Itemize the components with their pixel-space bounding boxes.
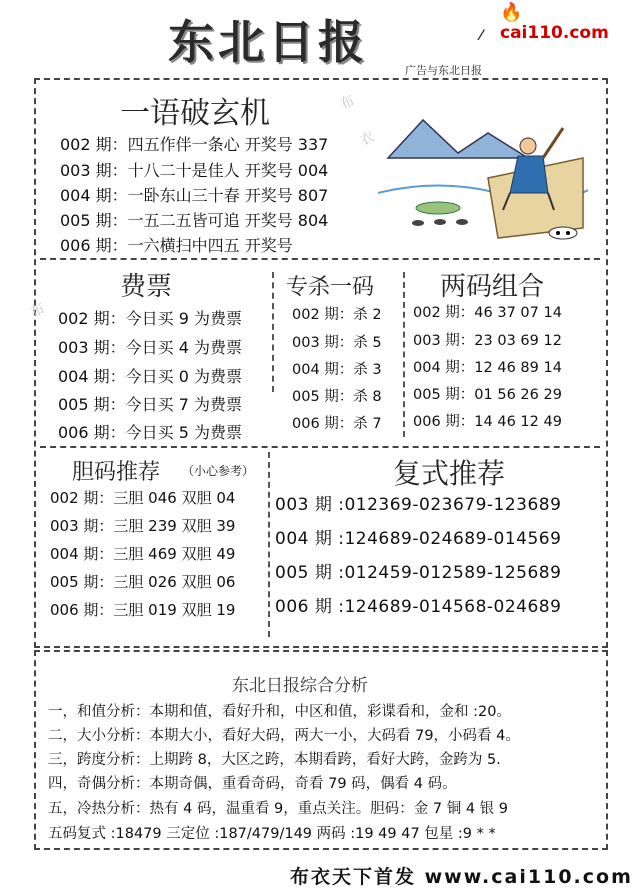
liangma-title: 两码组合 (440, 272, 545, 302)
yiyu-row: 006 期：一六横扫中四五 开奖号 (60, 236, 293, 255)
fushi-row: 003 期 :012369-023679-123689 (275, 495, 562, 515)
flame-icon: 🔥 (500, 2, 523, 23)
figure-head (520, 138, 536, 154)
feipiao-row: 003 期：今日买 4 为费票 (58, 338, 242, 357)
figure-staff (543, 128, 563, 158)
analysis-title: 东北日报综合分析 (232, 676, 368, 696)
brand-text: cai110.com (500, 23, 609, 43)
yiyu-row: 004 期：一卧东山三十春 开奖号 807 (60, 186, 329, 205)
fushi-row: 004 期 :124689-024689-014569 (275, 529, 562, 549)
danma-note: （小心参考） (182, 464, 255, 478)
feipiao-row: 006 期：今日买 5 为费票 (58, 423, 242, 442)
yiyu-title: 一语破玄机 (120, 96, 270, 131)
scholar-illustration (378, 98, 588, 248)
liangma-row: 002 期：46 37 07 14 (413, 305, 562, 321)
zhuansha-row: 006 期：杀 7 (292, 416, 382, 432)
brand-logo[interactable] (500, 2, 635, 43)
zhuansha-title: 专杀一码 (286, 275, 375, 300)
stone-shape (456, 219, 468, 225)
fushi-row: 006 期 :124689-014568-024689 (275, 597, 562, 617)
liangma-row: 004 期：12 46 89 14 (413, 360, 562, 376)
liangma-row: 006 期：14 46 12 49 (413, 414, 562, 430)
feipiao-title: 费票 (120, 272, 173, 302)
danma-row: 004 期：三胆 469 双胆 49 (50, 545, 236, 563)
column-divider (268, 452, 270, 637)
zhuansha-row: 003 期：杀 5 (292, 335, 382, 351)
section-divider (40, 258, 600, 260)
feipiao-row: 002 期：今日买 9 为费票 (58, 309, 242, 328)
analysis-row: 三，跨度分析：上期跨 8，大区之跨，本期看跨，看好大跨，金跨为 5. (48, 752, 501, 768)
danma-row: 003 期：三胆 239 双胆 39 (50, 517, 236, 535)
yiyu-row: 005 期：一五二五皆可追 开奖号 804 (60, 211, 329, 230)
danma-row: 005 期：三胆 026 双胆 06 (50, 573, 236, 591)
tiny-seal (549, 227, 577, 239)
liangma-row: 005 期：01 56 26 29 (413, 387, 562, 403)
section-divider (40, 446, 600, 448)
masthead-mark: ⁄ (480, 28, 483, 44)
liangma-row: 003 期：23 03 69 12 (413, 333, 562, 349)
analysis-row: 五，冷热分析：热有 4 码，温重看 9，重点关注。胆码：金 7 铜 4 银 9 (48, 801, 508, 817)
analysis-row: 二，大小分析：本期大小，看好大码，两大一小，大码看 79，小码看 4。 (48, 728, 520, 744)
island-shape (416, 202, 460, 214)
footer-text: 布衣天下首发 www.cai110.com (290, 866, 633, 888)
watermark-mark: 布 (337, 92, 358, 114)
fushi-title: 复式推荐 (393, 457, 506, 490)
yiyu-row: 003 期：十八二十是佳人 开奖号 004 (60, 161, 329, 180)
analysis-row: 五码复式 :18479 三定位 :187/479/149 两码 :19 49 47 包星 :9 * * (48, 826, 496, 842)
column-divider (403, 272, 405, 437)
zhuansha-row: 004 期：杀 3 (292, 362, 382, 378)
danma-row: 006 期：三胆 019 双胆 19 (50, 601, 236, 619)
watermark-mark: 布 (27, 300, 48, 322)
stone-shape (434, 219, 446, 225)
figure-robe (510, 156, 548, 193)
ad-note: 广告与东北日报 (405, 64, 482, 77)
stone-shape (412, 220, 424, 226)
masthead-title: 东北日报 (168, 15, 368, 69)
danma-row: 002 期：三胆 046 双胆 04 (50, 489, 236, 507)
analysis-row: 四，奇偶分析：本期奇偶，重看奇码，奇看 79 码，偶看 4 码。 (48, 776, 457, 792)
watermark-mark: 衣 (357, 128, 378, 150)
danma-title: 胆码推荐 (72, 460, 161, 485)
zhuansha-row: 005 期：杀 8 (292, 389, 382, 405)
feipiao-row: 004 期：今日买 0 为费票 (58, 367, 242, 386)
mountain-shape (388, 120, 528, 158)
column-divider (272, 272, 274, 392)
feipiao-row: 005 期：今日买 7 为费票 (58, 395, 242, 414)
yiyu-row: 002 期：四五作伴一条心 开奖号 337 (60, 135, 329, 154)
zhuansha-row: 002 期：杀 2 (292, 307, 382, 323)
analysis-row: 一，和值分析：本期和值，看好升和，中区和值，彩谍看和，金和 :20。 (48, 704, 511, 720)
fushi-row: 005 期 :012459-012589-125689 (275, 563, 562, 583)
